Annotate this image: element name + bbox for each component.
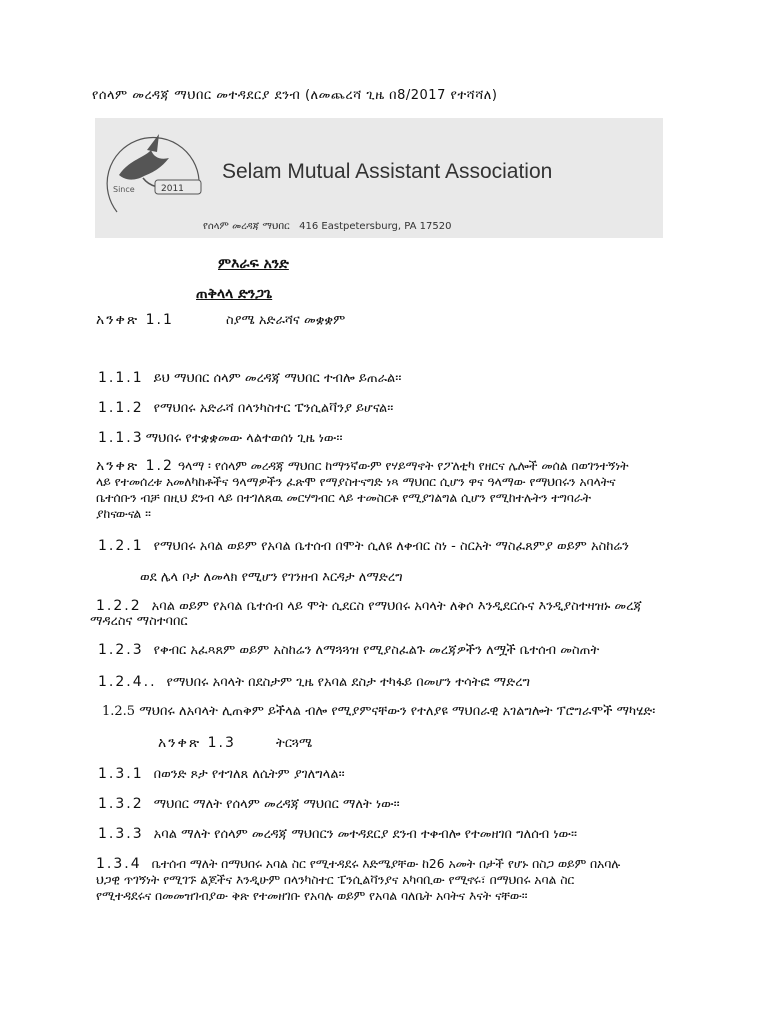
list-item bbox=[98, 642, 599, 658]
dove-icon bbox=[119, 150, 169, 180]
paragraph-line: ዓላማ ፡ የሰላም መረዳጃ ማህበር ከማንኛውም የሃይማኖት የፖለቲካ የዘርና ሌሎች መሰል በወገንተኝነት bbox=[177, 459, 629, 473]
list-item bbox=[102, 704, 655, 719]
item-text: የማህበሩ አድራሻ በላንካስተር ፔንሲልቫንያ ይሆናል፡፡ bbox=[153, 401, 394, 416]
item-text: አባል ወይም የአባል ቤተሰብ ላይ ሞት ሲደርስ የማህበሩ አባላት ለቅሶ እንዲደርሱና እንዲያስተዛዝኑ መረጃ bbox=[151, 599, 642, 614]
paragraph-line: ያከናውናል ። bbox=[96, 507, 151, 521]
organization-name: Selam Mutual Assistant Association bbox=[222, 160, 553, 183]
item-text: የማህበሩ አባላት በደስታም ጊዜ የአባል ደስታ ተካፋይ በመሆን ተሳትፎ ማድረግ bbox=[166, 675, 530, 690]
item-number: 1.2.5 bbox=[102, 704, 136, 719]
organization-amharic-name: የሰላም መረዳጃ ማህበር bbox=[203, 221, 290, 232]
article-1-3-header bbox=[158, 735, 312, 751]
list-item bbox=[98, 430, 343, 446]
organization-address bbox=[203, 221, 451, 232]
item-text: ቤተሰብ ማለት በማህበሩ አባል ስር የሚተዳደሩ እድሜያቸው ከ26 አመት በታች የሆኑ በስጋ ወይም በአባሉ bbox=[151, 857, 621, 871]
item-text: አባል ማለት የሰላም መረዳጃ ማህበርን መተዳደርያ ደንብ ተቀብሎ የተመዘገበ ግለሰብ ነው፡፡ bbox=[153, 827, 578, 842]
paragraph-line: የሚተዳደሩና በመመዝገብያው ቅጽ የተመዘገቡ የአባሉ ወይም የአባል ባለቤት አባትና እናት ናቸው፡፡ bbox=[96, 889, 528, 903]
list-item bbox=[98, 538, 629, 554]
paragraph-line: ህጋዊ ጥገኝነት የሚገኙ ልጆችና እንዲሁም በላንካስተር ፔንሲልቫንያና አካባቢው የሚኖሩ፣ በማህበሩ አባል ስር bbox=[96, 873, 575, 887]
list-item bbox=[96, 598, 642, 614]
seal-year: 2011 bbox=[161, 184, 184, 194]
list-item bbox=[98, 796, 400, 812]
article-label: አንቀጽ 1.2 bbox=[96, 458, 174, 474]
item-number: 1.2.3 bbox=[98, 642, 144, 658]
chapter-subtitle: ጠቅላላ ድንጋጌ bbox=[196, 286, 273, 302]
article-1-1-header bbox=[96, 312, 345, 328]
item-text: ማህበሩ የተቋቋመው ላልተወሰነ ጊዜ ነው፡፡ bbox=[145, 431, 343, 446]
list-item bbox=[98, 674, 530, 690]
article-title: ትርጓሜ bbox=[276, 736, 313, 751]
item-text: በወንድ ጾታ የተገለጸ ለሴትም ያገለግላል፡፡ bbox=[153, 767, 345, 782]
list-item bbox=[98, 826, 577, 842]
page-title: የሰላም መረዳጃ ማህበር መተዳደርያ ደንብ (ለመጨረሻ ጊዜ በ8/2017 የተሻሻለ) bbox=[92, 88, 498, 103]
article-label: አንቀጽ 1.3 bbox=[158, 735, 236, 751]
article-title: ስያሜ አድራሻና መቋቋም bbox=[226, 313, 346, 328]
item-text: የማህበሩ አባል ወይም የአባል ቤተሰብ በሞት ሲለዩ ለቀብር ስነ - ስርአት ማስፈጸምያ ወይም አስከሬን bbox=[153, 539, 629, 554]
list-item bbox=[98, 766, 345, 782]
paragraph-line: ላይ የተመሰረቱ አመለካከቶችና ዓላማዎችን ፈጽሞ የማያስተናግድ ነጻ ማህበር ሲሆን ዋና ዓላማው የማህበሩን አባላትና bbox=[96, 475, 616, 489]
list-item bbox=[98, 370, 401, 386]
street-address: 416 Eastpetersburg, PA 17520 bbox=[299, 221, 452, 232]
item-number: 1.2.2 bbox=[96, 598, 142, 614]
item-text: ማህበር ማለት የሰላም መረዳጃ ማህበር ማለት ነው፡፡ bbox=[153, 797, 400, 812]
item-text: የቀብር አፈጻጸም ወይም አስከሬን ለማጓጓዝ የሚያስፈልጉ መረጃዎችን ለሟች ቤተሰብ መስጠት bbox=[153, 643, 600, 658]
item-continuation: ወደ ሌላ ቦታ ለመላክ የሚሆን የገንዘብ እርዳታ ለማድረግ bbox=[140, 570, 403, 585]
dove-seal-logo bbox=[99, 120, 207, 220]
item-text: ይህ ማህበር ሰላም መረዳጃ ማህበር ተብሎ ይጠራል፡፡ bbox=[153, 371, 402, 386]
item-1-3-4-paragraph bbox=[96, 856, 706, 904]
seal-since-label: Since bbox=[113, 185, 135, 194]
chapter-title: ምእራፍ አንድ bbox=[218, 256, 289, 272]
item-number: 1.1.1 bbox=[98, 370, 144, 386]
article-1-2-paragraph bbox=[96, 458, 696, 522]
article-label: አንቀጽ 1.1 bbox=[96, 312, 174, 328]
item-number: 1.3.2 bbox=[98, 796, 144, 812]
item-number: 1.1.3 bbox=[98, 430, 144, 446]
item-number: 1.3.4 bbox=[96, 856, 142, 872]
item-text: ማህበሩ ለአባላት ሊጠቅም ይችላል ብሎ የሚያምናቸውን የተለያዩ ማህበራዊ አገልግሎት ፕሮግራሞች ማካሄድ፡ bbox=[139, 704, 656, 719]
item-number: 1.2.1 bbox=[98, 538, 144, 554]
item-number: 1.1.2 bbox=[98, 400, 144, 416]
item-number: 1.2.4.. bbox=[98, 674, 157, 690]
letterhead bbox=[95, 118, 663, 238]
item-continuation: ማዳረስና ማስተባበር bbox=[90, 614, 188, 629]
list-item bbox=[98, 400, 393, 416]
paragraph-line: ቤተሰቡን ብቻ በዚህ ደንብ ላይ በተገለጸዉ መርሃግብር ላይ ተመስርቶ የሚያገልግል ሲሆን የሚከተሉትን ተግባራት bbox=[96, 491, 591, 505]
item-number: 1.3.3 bbox=[98, 826, 144, 842]
item-number: 1.3.1 bbox=[98, 766, 144, 782]
